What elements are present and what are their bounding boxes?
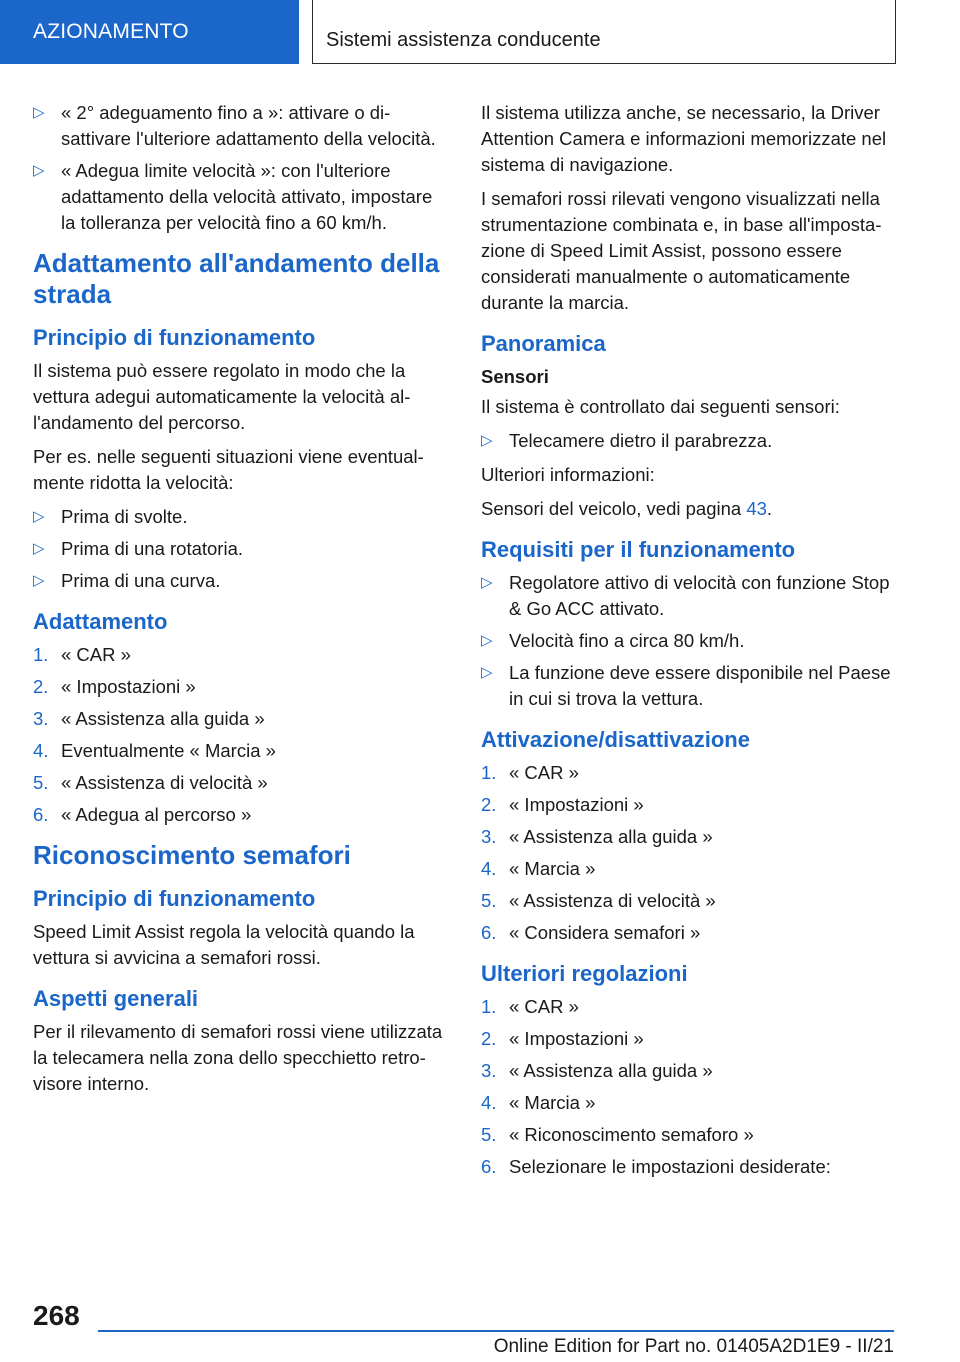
triangle-bullet-icon: ▷ (33, 572, 45, 589)
triangle-bullet-icon: ▷ (33, 162, 45, 179)
list-item: ▷ « 2° adeguamento fino a »: attivare o disattivare l'ulteriore adattamento della velocità. (33, 102, 436, 149)
step-item: 4. « Marcia » (481, 858, 596, 879)
intro-bullets (33, 100, 449, 236)
step-item: 3. « Assistenza alla guida » (33, 708, 265, 729)
requirements-list (481, 570, 897, 712)
list-item: ▷ Prima di una curva. (33, 568, 449, 594)
subsection-title-activation: Attivazione/disattivazione (481, 727, 750, 752)
paragraph: Ulteriori informazioni: (481, 464, 655, 485)
step-item: 5. « Assistenza di velocità » (481, 890, 716, 911)
step-item: 5. « Riconoscimento semaforo » (481, 1124, 754, 1145)
subsection-title-further: Ulteriori regolazioni (481, 961, 688, 986)
triangle-bullet-icon: ▷ (33, 540, 45, 557)
page-number: 268 (33, 1300, 80, 1331)
situations-list (33, 504, 449, 594)
left-column (33, 100, 449, 1105)
step-item: 2. « Impostazioni » (481, 794, 644, 815)
paragraph: Il sistema utilizza anche, se necessario, la Driver Attention Camera e informazioni memorizzate nel sistema di navigazione. (481, 102, 887, 175)
list-item: ▷ Prima di svolte. (33, 504, 449, 530)
footer-edition: Online Edition for Part no. 01405A2D1E9 - II/21 (493, 1336, 894, 1357)
triangle-bullet-icon: ▷ (481, 574, 493, 591)
step-item: 3. « Assistenza alla guida » (481, 1060, 713, 1081)
step-item: 4. « Marcia » (481, 1092, 596, 1113)
subsection-title-traffic-principle: Principio di funzionamento (33, 886, 316, 911)
paragraph: I semafori rossi rilevati vengono visualizzati nella strumentazione combinata e, in base all'impostazione di Speed Limit Assist, possono essere considerati manualmente o automaticamente durante la marcia. (481, 188, 882, 313)
subsection-title-general: Aspetti generali (33, 986, 199, 1011)
adapt-steps (33, 642, 449, 828)
step-item: 6. « Adegua al percorso » (33, 804, 252, 825)
step-item: 3. « Assistenza alla guida » (481, 826, 713, 847)
paragraph: Il sistema può essere regolato in modo che la vettura adegui automaticamente la velocità all'andamento del percorso. (33, 360, 411, 433)
page-link[interactable]: 43 (746, 498, 767, 519)
subsection-title-requirements: Requisiti per il funzionamento (481, 537, 796, 562)
list-item: ▷ Velocità fino a circa 80 km/h. (481, 628, 897, 654)
chapter-tab: Sistemi assistenza conducente (312, 0, 896, 64)
step-item: 1. « CAR » (33, 644, 131, 665)
subsection-title-principle: Principio di funzionamento (33, 325, 316, 350)
step-item: 1. « CAR » (481, 762, 579, 783)
paragraph: Per es. nelle seguenti situazioni viene eventualmente ridotta la velocità: (33, 446, 424, 493)
triangle-bullet-icon: ▷ (481, 432, 493, 449)
step-item: 2. « Impostazioni » (481, 1028, 644, 1049)
paragraph: Il sistema è controllato dai seguenti sensori: (481, 396, 840, 417)
paragraph: Speed Limit Assist regola la velocità quando la vettura si avvicina a semafori rossi. (33, 921, 415, 968)
right-column (481, 100, 897, 1188)
further-steps (481, 994, 897, 1180)
list-item: ▷ Regolatore attivo di velocità con funzione Stop & Go ACC attivato. (481, 572, 890, 619)
list-item: ▷ La funzione deve essere disponibile nel Paese in cui si trova la vettura. (481, 662, 891, 709)
triangle-bullet-icon: ▷ (33, 508, 45, 525)
list-item: ▷ Prima di una rotatoria. (33, 536, 449, 562)
sensors-list (481, 428, 897, 454)
list-item: ▷ Telecamere dietro il parabrezza. (481, 428, 897, 454)
sensors-reference: Sensori del veicolo, vedi pagina 43. (481, 498, 773, 519)
list-item: ▷ « Adegua limite velocità »: con l'ulteriore adattamento della velocità attivato, impostare la tolleranza per velocità fino a 60 km/h. (33, 160, 433, 233)
step-item: 6. Selezionare le impostazioni desiderate: (481, 1156, 831, 1177)
step-item: 2. « Impostazioni » (33, 676, 196, 697)
subsection-title-adapt: Adattamento (33, 609, 168, 634)
subsection-title-overview: Panoramica (481, 331, 606, 356)
triangle-bullet-icon: ▷ (33, 104, 45, 121)
footer-divider (98, 1330, 894, 1332)
sensors-title: Sensori (481, 366, 549, 387)
step-item: 6. « Considera semafori » (481, 922, 701, 943)
step-item: 4. Eventualmente « Marcia » (33, 740, 276, 761)
step-item: 5. « Assistenza di velocità » (33, 772, 268, 793)
triangle-bullet-icon: ▷ (481, 664, 493, 681)
activation-steps (481, 760, 897, 946)
section-title-traffic: Riconoscimento semafori (33, 840, 351, 870)
step-item: 1. « CAR » (481, 996, 579, 1017)
triangle-bullet-icon: ▷ (481, 632, 493, 649)
page-header (0, 0, 960, 66)
section-tab: AZIONAMENTO (0, 0, 299, 64)
paragraph: Per il rilevamento di semafori rossi viene utilizzata la telecamera nella zona dello specchietto retrovisore interno. (33, 1021, 443, 1094)
section-title-road: Adattamento all'andamento della strada (33, 248, 440, 309)
